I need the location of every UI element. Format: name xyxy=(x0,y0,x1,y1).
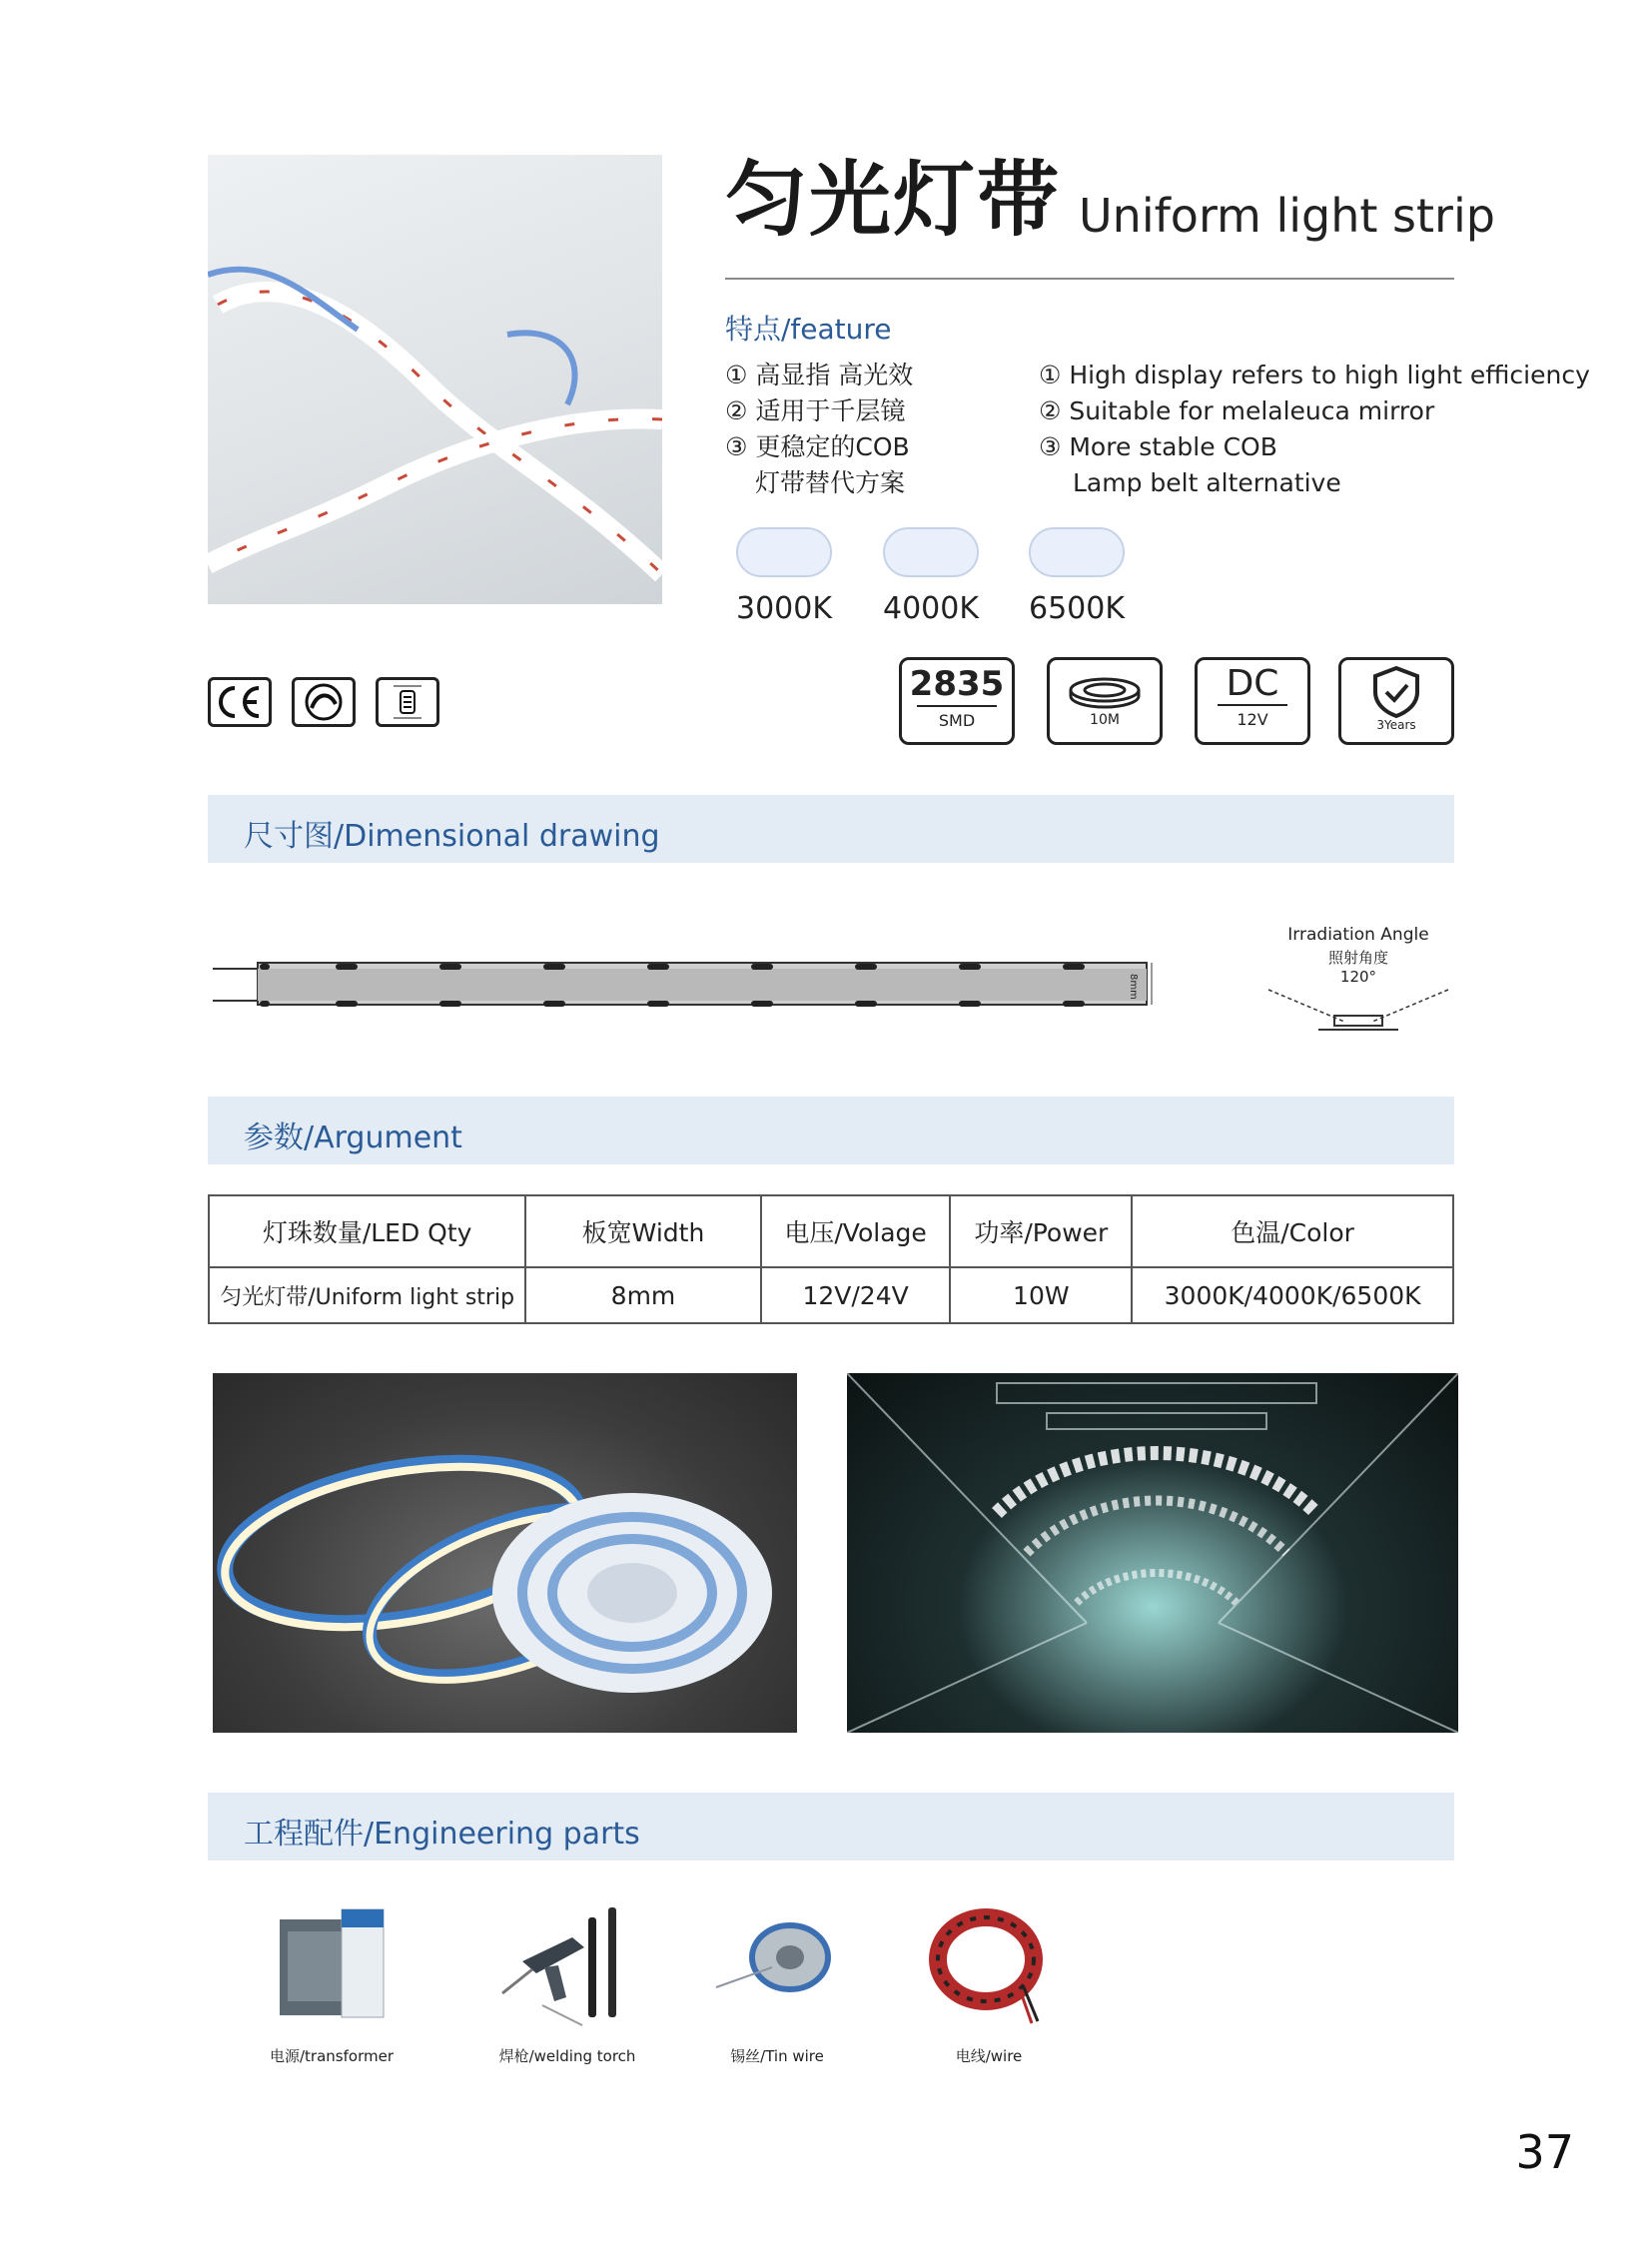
angle-title-cn: 照射角度 xyxy=(1327,949,1388,967)
spec-warranty-value: 3Years xyxy=(1376,718,1416,732)
welding-torch-icon xyxy=(492,1897,642,2027)
angle-title: Irradiation Angle xyxy=(1287,925,1429,945)
cct-4000k xyxy=(881,527,981,626)
table-header-cell: 电压/Volage xyxy=(761,1195,951,1267)
section-title-drawing: 尺寸图/Dimensional drawing xyxy=(244,819,660,854)
page-number: 37 xyxy=(1515,2125,1574,2179)
part-label: 电线/wire xyxy=(955,2047,1023,2065)
tin-wire-icon xyxy=(712,1897,842,2027)
product-hero-image xyxy=(208,155,662,604)
infinity-mirror-photo xyxy=(847,1373,1458,1733)
section-bar-parts xyxy=(208,1793,1454,1861)
feature-en-3b: Lamp belt alternative xyxy=(1073,468,1341,497)
spec-length xyxy=(1047,657,1163,745)
spec-length-value: 10M xyxy=(1090,712,1120,728)
part-tin-wire xyxy=(707,1897,847,2066)
angle-beam-icon xyxy=(1248,986,1468,1036)
shield-check-icon xyxy=(1341,660,1451,718)
table-header-row xyxy=(209,1195,1453,1267)
spec-chip xyxy=(899,657,1015,745)
angle-value: 120° xyxy=(1339,968,1377,986)
section-title-argument: 参数/Argument xyxy=(244,1121,462,1155)
table-cell: 12V/24V xyxy=(761,1267,951,1323)
part-wire xyxy=(919,1897,1059,2066)
table-cell: 10W xyxy=(950,1267,1132,1323)
feature-list-cn xyxy=(725,358,913,501)
table-cell: 3000K/4000K/6500K xyxy=(1132,1267,1453,1323)
table-cell: 匀光灯带/Uniform light strip xyxy=(209,1267,525,1323)
spec-voltage-type: DC xyxy=(1226,663,1279,704)
part-label: 电源/transformer xyxy=(270,2047,394,2065)
part-label: 锡丝/Tin wire xyxy=(730,2047,824,2065)
cct-label: 6500K xyxy=(1028,591,1126,626)
feature-cn-2: ② 适用于千层镜 xyxy=(725,396,906,425)
product-title-cn: 匀光灯带 xyxy=(725,153,1062,248)
energy-label-icon xyxy=(376,677,439,727)
table-header-cell: 板宽Width xyxy=(525,1195,760,1267)
cct-label: 3000K xyxy=(735,591,833,626)
part-transformer xyxy=(262,1897,402,2066)
spec-voltage xyxy=(1195,657,1310,745)
strip-dimension-drawing xyxy=(208,949,1187,1009)
product-title-en: Uniform light strip xyxy=(1079,189,1495,243)
spec-chip-value: 2835 xyxy=(909,664,1005,704)
certification-seal-icon xyxy=(292,677,356,727)
transformer-icon xyxy=(272,1897,392,2027)
strip-width-label: 8mm xyxy=(1128,974,1139,1000)
strip-reel-photo xyxy=(213,1373,797,1733)
feature-heading: 特点/feature xyxy=(725,313,892,346)
argument-table xyxy=(208,1194,1454,1324)
title-divider xyxy=(725,278,1454,280)
cct-swatch xyxy=(1029,527,1125,577)
feature-en-2: ② Suitable for melaleuca mirror xyxy=(1039,396,1435,425)
spec-chip-divider xyxy=(917,705,997,707)
cct-label: 4000K xyxy=(882,591,980,626)
table-cell: 8mm xyxy=(525,1267,760,1323)
section-title-parts: 工程配件/Engineering parts xyxy=(244,1817,640,1852)
reel-icon xyxy=(1050,660,1160,712)
feature-cn-3: ③ 更稳定的COB xyxy=(725,432,910,461)
wire-icon xyxy=(924,1897,1054,2027)
cct-swatch xyxy=(883,527,979,577)
irradiation-angle-diagram xyxy=(1248,925,1468,1040)
cct-swatch xyxy=(736,527,832,577)
part-welding-torch xyxy=(487,1897,647,2066)
cct-6500k xyxy=(1027,527,1127,626)
feature-cn-1: ① 高显指 高光效 xyxy=(725,361,914,389)
spec-voltage-value: 12V xyxy=(1237,709,1268,729)
table-row xyxy=(209,1267,1453,1323)
ce-mark-icon xyxy=(208,677,272,727)
feature-en-1: ① High display refers to high light efficiency xyxy=(1039,361,1590,389)
spec-chip-sub: SMD xyxy=(938,711,976,731)
cct-3000k xyxy=(734,527,834,626)
table-header-cell: 功率/Power xyxy=(950,1195,1132,1267)
table-header-cell: 色温/Color xyxy=(1132,1195,1453,1267)
table-header-cell: 灯珠数量/LED Qty xyxy=(209,1195,525,1267)
feature-list-en xyxy=(1039,358,1590,501)
section-bar-drawing xyxy=(208,795,1454,863)
feature-en-3: ③ More stable COB xyxy=(1039,432,1277,461)
spec-warranty xyxy=(1338,657,1454,745)
feature-cn-3b: 灯带替代方案 xyxy=(755,468,906,497)
section-bar-argument xyxy=(208,1097,1454,1164)
part-label: 焊枪/welding torch xyxy=(498,2047,636,2065)
